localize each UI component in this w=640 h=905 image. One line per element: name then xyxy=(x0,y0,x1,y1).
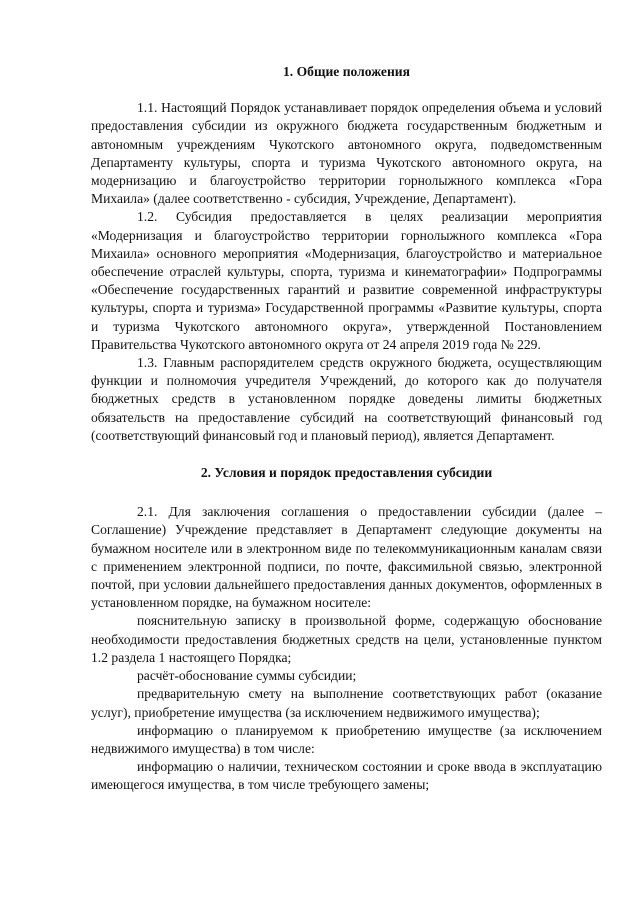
section-1-heading: 1. Общие положения xyxy=(283,64,410,79)
paragraph-1-2: 1.2. Субсидия предоставляется в целях реализации мероприятия «Модернизация и благоустройство территории горнолыжного комплекса «Гора Михаила» основного мероприятия «Модернизация, благоустройство и материальное обеспечение отраслей культуры, спорта, туризма и кинематографии» Подпрограммы «Обеспечение государственных гарантий и развитие современной инфраструктуры культуры, спорта и туризма» Государственной программы «Развитие культуры, спорта и туризма Чукотского автономного округа», утвержденной Постановлением Правительства Чукотского автономного округа от 24 апреля 2019 года № 229. xyxy=(91,209,602,352)
list-item-explanatory-note: пояснительную записку в произвольной форме, содержащую обоснование необходимости предоставления бюджетных средств на цели, установленные пунктом 1.2 раздела 1 настоящего Порядка; xyxy=(91,613,602,665)
list-item-calculation: расчёт-обоснование суммы субсидии; xyxy=(137,668,357,684)
list-item-existing-property: информацию о наличии, техническом состоянии и сроке ввода в эксплуатацию имеющегося имущества, в том числе требующего замены; xyxy=(91,759,602,793)
paragraph-2-1: 2.1. Для заключения соглашения о предоставлении субсидии (далее – Соглашение) Учреждение представляет в Департамент следующие документы на бумажном носителе или в электронном виде по телекоммуникационным каналам связи с применением электронной подписи, по почте, факсимильной связью, электронной почтой, при условии дальнейшего предоставления данных документов, оформленных в установленном порядке, на бумажном носителе: xyxy=(91,504,602,611)
list-item-property-info: информацию о планируемом к приобретению имуществе (за исключением недвижимого имущества) в том числе: xyxy=(91,722,602,756)
list-item-estimate: предварительную смету на выполнение соответствующих работ (оказание услуг), приобретение имущества (за исключением недвижимого имущества); xyxy=(91,686,602,720)
paragraph-1-1: 1.1. Настоящий Порядок устанавливает порядок определения объема и условий предоставления субсидии из окружного бюджета государственным бюджетным и автономным учреждениям Чукотского автономного округа, подведомственным Департаменту культуры, спорта и туризма Чукотского автономного округа, на модернизацию и благоустройство территории горнолыжного комплекса «Гора Михаила» (далее соответственно - субсидия, Учреждение, Департамент). xyxy=(91,100,602,207)
section-2-heading: 2. Условия и порядок предоставления субсидии xyxy=(200,465,493,481)
paragraph-1-3: 1.3. Главным распорядителем средств окружного бюджета, осуществляющим функции и полномочия учредителя Учреждений, до которого как до получателя бюджетных средств в установленном порядке доведены лимиты бюджетных обязательств на предоставление субсидий на соответствующий финансовый год (соответствующий финансовый год и плановый период), является Департамент. xyxy=(91,355,602,443)
